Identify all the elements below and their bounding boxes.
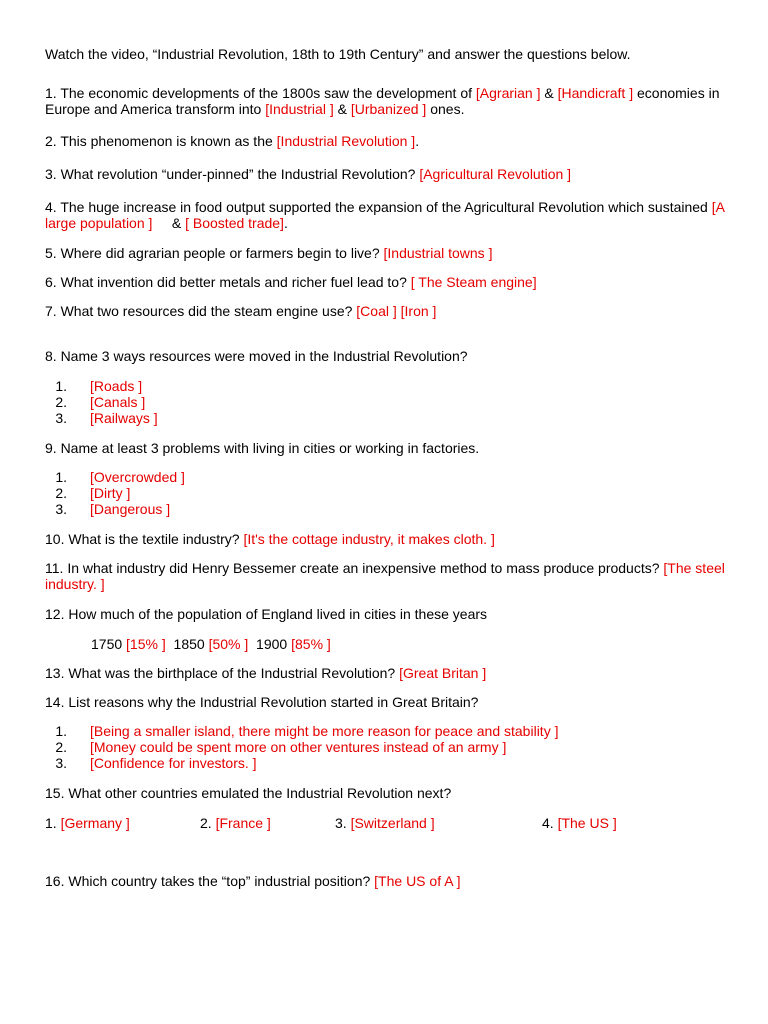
question-16 <box>45 873 461 889</box>
question-text: ones. <box>426 101 465 117</box>
list-item <box>45 410 158 426</box>
answer: [ The Steam engine] <box>410 274 537 290</box>
question-text: 10. What is the textile industry? <box>45 531 244 547</box>
list-number: 2. <box>55 394 67 410</box>
question-text: 4. The huge increase in food output supported the expansion of the Agricultural Revolution which sustained <box>45 199 712 215</box>
question-4-line-1 <box>45 199 725 215</box>
list-number: 1. <box>45 815 61 831</box>
list-item <box>45 485 130 501</box>
list-item <box>45 469 185 485</box>
list-number: 3. <box>55 501 67 517</box>
answer: [Money could be spent more on other ventures instead of an army ] <box>90 739 507 755</box>
list-number: 1. <box>55 469 67 485</box>
question-6 <box>45 274 537 290</box>
question-text: & <box>152 215 186 231</box>
answer: [The US of A ] <box>374 873 461 889</box>
question-2 <box>45 133 419 149</box>
question-1-line-2 <box>45 101 464 117</box>
answer: [Coal ] <box>356 303 397 319</box>
list-number: 3. <box>55 755 67 771</box>
question-text: 1. The economic developments of the 1800s saw the development of <box>45 85 476 101</box>
question-text: 7. What two resources did the steam engine use? <box>45 303 357 319</box>
question-text: & <box>333 101 351 117</box>
answer: [Switzerland ] <box>350 815 435 831</box>
question-4-line-2 <box>45 215 288 231</box>
country-item <box>335 815 435 831</box>
answer: [Confidence for investors. ] <box>90 755 257 771</box>
list-number: 3. <box>335 815 351 831</box>
answer: [Canals ] <box>90 394 146 410</box>
answer: [Dangerous ] <box>90 501 171 517</box>
list-number: 1. <box>55 723 67 739</box>
answer: [ Boosted trade] <box>185 215 284 231</box>
population-years <box>91 636 331 652</box>
question-1-line-1 <box>45 85 720 101</box>
answer: [Handicraft ] <box>557 85 634 101</box>
answer: large population ] <box>45 215 153 231</box>
answer: [Iron ] <box>400 303 437 319</box>
list-number: 2. <box>55 739 67 755</box>
list-number: 4. <box>542 815 558 831</box>
question-12: 12. How much of the population of England lived in cities in these years <box>45 606 488 622</box>
question-15: 15. What other countries emulated the Industrial Revolution next? <box>45 785 452 801</box>
question-text: 3. What revolution “under-pinned” the Industrial Revolution? <box>45 166 420 182</box>
question-5 <box>45 245 492 261</box>
answer: [Urbanized ] <box>350 101 427 117</box>
question-13 <box>45 665 486 681</box>
answer: industry. ] <box>45 576 105 592</box>
question-10 <box>45 531 495 547</box>
answer: [50% ] <box>208 636 249 652</box>
year-label: 1850 <box>165 636 209 652</box>
answer: [Roads ] <box>90 378 143 394</box>
question-text: 16. Which country takes the “top” industrial position? <box>45 873 375 889</box>
answer: [Industrial Revolution ] <box>276 133 416 149</box>
answer: [Germany ] <box>60 815 130 831</box>
list-number: 2. <box>200 815 216 831</box>
intro-instructions: Watch the video, “Industrial Revolution, 18th to 19th Century” and answer the questions below. <box>45 46 631 62</box>
answer: [Overcrowded ] <box>90 469 185 485</box>
question-7 <box>45 303 436 319</box>
question-text: 6. What invention did better metals and richer fuel lead to? <box>45 274 411 290</box>
question-14: 14. List reasons why the Industrial Revolution started in Great Britain? <box>45 694 479 710</box>
list-item <box>45 739 506 755</box>
year-label: 1900 <box>248 636 292 652</box>
list-item <box>45 378 142 394</box>
answer: [The US ] <box>557 815 617 831</box>
question-11-line-2 <box>45 576 105 592</box>
answer: [It's the cottage industry, it makes cloth. ] <box>243 531 495 547</box>
country-item <box>45 815 130 831</box>
year-label: 1750 <box>91 636 127 652</box>
answer: [France ] <box>215 815 271 831</box>
question-text: . <box>283 215 288 231</box>
question-3 <box>45 166 571 182</box>
answer: [15% ] <box>126 636 166 652</box>
question-8: 8. Name 3 ways resources were moved in the Industrial Revolution? <box>45 348 468 364</box>
list-item <box>45 501 170 517</box>
list-item <box>45 755 257 771</box>
answer: [Agrarian ] <box>475 85 541 101</box>
answer: [The steel <box>663 560 725 576</box>
question-text: . <box>415 133 420 149</box>
list-number: 3. <box>55 410 67 426</box>
list-number: 1. <box>55 378 67 394</box>
question-text: 2. This phenomenon is known as the <box>45 133 277 149</box>
country-item <box>200 815 271 831</box>
question-text: & <box>540 85 558 101</box>
answer: [85% ] <box>291 636 331 652</box>
answer: [A <box>711 199 725 215</box>
question-text: economies in <box>633 85 720 101</box>
question-9: 9. Name at least 3 problems with living in cities or working in factories. <box>45 440 480 456</box>
answer: [Railways ] <box>90 410 158 426</box>
list-item <box>45 723 558 739</box>
answer: [Great Britan ] <box>399 665 487 681</box>
answer: [Industrial ] <box>265 101 334 117</box>
answer: [Agricultural Revolution ] <box>419 166 572 182</box>
question-text: Europe and America transform into <box>45 101 266 117</box>
list-number: 2. <box>55 485 67 501</box>
answer: [Industrial towns ] <box>383 245 493 261</box>
question-text: 11. In what industry did Henry Bessemer create an inexpensive method to mass produce products? <box>45 560 664 576</box>
question-11-line-1 <box>45 560 725 576</box>
list-item <box>45 394 145 410</box>
country-item <box>542 815 617 831</box>
question-text: 5. Where did agrarian people or farmers begin to live? <box>45 245 384 261</box>
answer: [Being a smaller island, there might be more reason for peace and stability ] <box>90 723 559 739</box>
answer: [Dirty ] <box>90 485 131 501</box>
question-text: 13. What was the birthplace of the Industrial Revolution? <box>45 665 400 681</box>
